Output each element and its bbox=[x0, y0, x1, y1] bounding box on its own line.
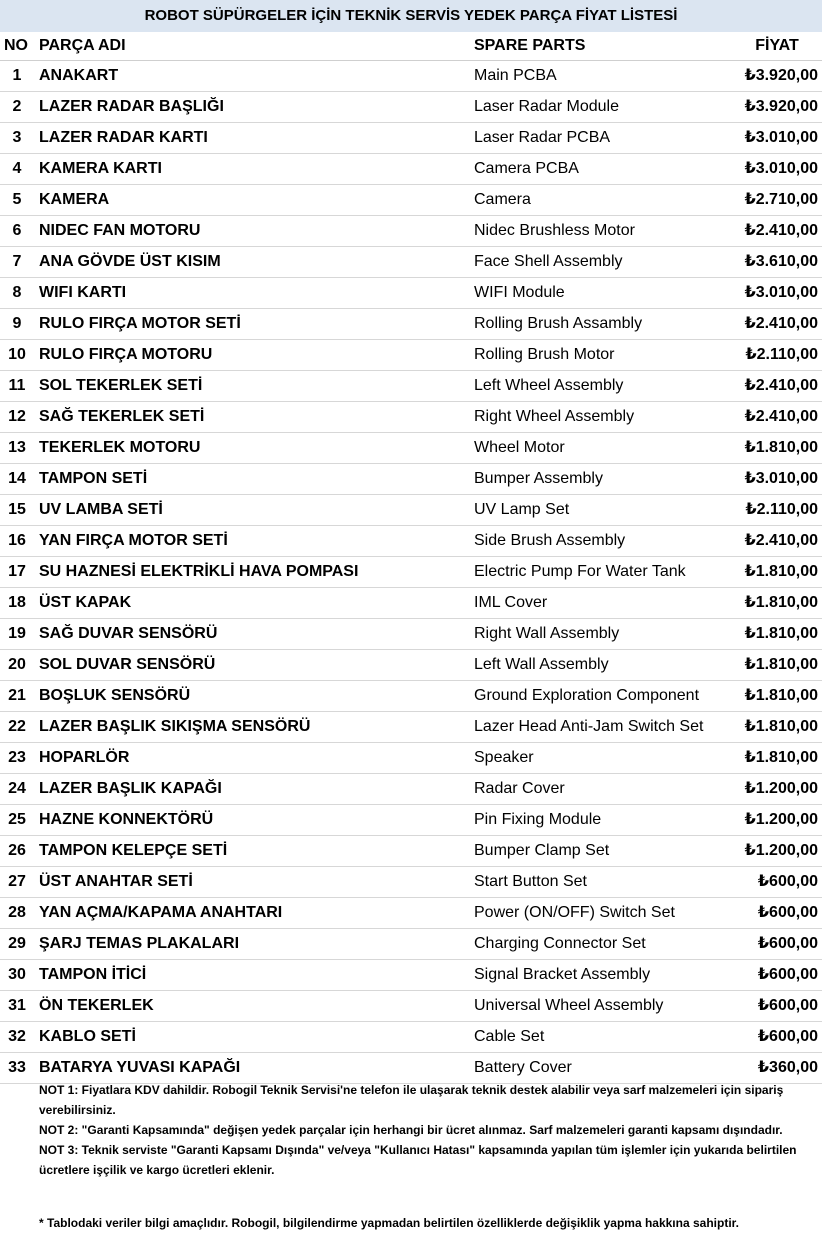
spare-part-name: Rolling Brush Motor bbox=[474, 346, 615, 363]
row-number: 10 bbox=[8, 346, 26, 363]
part-price: ₺1.200,00 bbox=[744, 811, 818, 828]
part-price: ₺2.710,00 bbox=[744, 191, 818, 208]
spare-part-name: Power (ON/OFF) Switch Set bbox=[474, 904, 675, 921]
table-row bbox=[0, 61, 822, 92]
row-number: 3 bbox=[12, 129, 22, 146]
part-price: ₺600,00 bbox=[757, 966, 818, 983]
part-name: TAMPON KELEPÇE SETİ bbox=[39, 842, 228, 859]
part-name: HOPARLÖR bbox=[39, 749, 130, 766]
spare-part-name: Bumper Assembly bbox=[474, 470, 603, 487]
table-row bbox=[0, 588, 822, 619]
part-name: ÜST KAPAK bbox=[39, 594, 132, 611]
part-name: LAZER RADAR KARTI bbox=[39, 129, 208, 146]
part-name: HAZNE KONNEKTÖRÜ bbox=[39, 811, 214, 828]
spare-part-name: Bumper Clamp Set bbox=[474, 842, 610, 859]
row-number: 11 bbox=[8, 377, 26, 394]
part-price: ₺3.010,00 bbox=[744, 470, 818, 487]
part-price: ₺1.200,00 bbox=[744, 842, 818, 859]
row-number: 4 bbox=[12, 160, 22, 177]
part-price: ₺1.810,00 bbox=[744, 594, 818, 611]
row-number: 13 bbox=[8, 439, 26, 456]
row-number: 12 bbox=[8, 408, 26, 425]
part-price: ₺600,00 bbox=[757, 873, 818, 890]
spare-part-name: Ground Exploration Component bbox=[474, 687, 700, 704]
header-spare-parts: SPARE PARTS bbox=[474, 37, 586, 54]
table-row bbox=[0, 743, 822, 774]
note-1: NOT 1: Fiyatlara KDV dahildir. Robogil Teknik Servisi'ne telefon ile ulaşarak teknik destek alabilir veya sarf malzemeleri için sipariş verebilirsiniz. bbox=[39, 1083, 784, 1117]
part-price: ₺600,00 bbox=[757, 1028, 818, 1045]
part-price: ₺3.010,00 bbox=[744, 129, 818, 146]
row-number: 24 bbox=[8, 780, 26, 797]
table-row bbox=[0, 681, 822, 712]
part-name: NIDEC FAN MOTORU bbox=[39, 222, 201, 239]
row-number: 30 bbox=[8, 966, 26, 983]
part-name: ANA GÖVDE ÜST KISIM bbox=[39, 253, 221, 270]
spare-part-name: Right Wall Assembly bbox=[474, 625, 620, 642]
table-row bbox=[0, 1022, 822, 1053]
table-row bbox=[0, 154, 822, 185]
table-header bbox=[0, 32, 822, 61]
spare-part-name: Wheel Motor bbox=[474, 439, 565, 456]
row-number: 22 bbox=[8, 718, 26, 735]
row-number: 33 bbox=[8, 1059, 26, 1076]
part-name: LAZER BAŞLIK KAPAĞI bbox=[39, 780, 222, 797]
spare-part-name: Laser Radar Module bbox=[474, 98, 619, 115]
part-name: RULO FIRÇA MOTOR SETİ bbox=[39, 315, 241, 332]
spare-part-name: Camera bbox=[474, 191, 531, 208]
table-row bbox=[0, 402, 822, 433]
spare-part-name: Charging Connector Set bbox=[474, 935, 646, 952]
table-row bbox=[0, 92, 822, 123]
part-price: ₺2.110,00 bbox=[745, 346, 818, 363]
part-price: ₺600,00 bbox=[757, 935, 818, 952]
part-price: ₺1.810,00 bbox=[744, 439, 818, 456]
part-price: ₺3.610,00 bbox=[744, 253, 818, 270]
table-row bbox=[0, 278, 822, 309]
spare-part-name: Electric Pump For Water Tank bbox=[474, 563, 686, 580]
spare-part-name: Start Button Set bbox=[474, 873, 587, 890]
table-row bbox=[0, 526, 822, 557]
spare-part-name: Right Wheel Assembly bbox=[474, 408, 635, 425]
price-list-title: ROBOT SÜPÜRGELER İÇİN TEKNİK SERVİS YEDEK PARÇA FİYAT LİSTESİ bbox=[0, 0, 822, 32]
part-name: TAMPON SETİ bbox=[39, 470, 148, 487]
spare-part-name: Left Wheel Assembly bbox=[474, 377, 624, 394]
row-number: 5 bbox=[12, 191, 22, 208]
part-price: ₺1.810,00 bbox=[744, 687, 818, 704]
table-row bbox=[0, 836, 822, 867]
table-row bbox=[0, 464, 822, 495]
spare-part-name: Left Wall Assembly bbox=[474, 656, 609, 673]
price-table-body bbox=[0, 61, 822, 1084]
note-2: NOT 2: "Garanti Kapsamında" değişen yedek parçalar için herhangi bir ücret alınmaz. Sarf malzemeleri garanti kapsamı dışındadır. bbox=[39, 1123, 783, 1137]
part-price: ₺2.410,00 bbox=[744, 532, 818, 549]
spare-part-name: Pin Fixing Module bbox=[474, 811, 602, 828]
part-name: LAZER RADAR BAŞLIĞI bbox=[39, 98, 224, 115]
part-price: ₺2.110,00 bbox=[745, 501, 818, 518]
part-price: ₺360,00 bbox=[757, 1059, 818, 1076]
row-number: 28 bbox=[8, 904, 26, 921]
row-number: 27 bbox=[8, 873, 26, 890]
part-name: BATARYA YUVASI KAPAĞI bbox=[39, 1059, 241, 1076]
row-number: 6 bbox=[12, 222, 22, 239]
row-number: 17 bbox=[8, 563, 26, 580]
part-name: KAMERA KARTI bbox=[39, 160, 162, 177]
note-3: NOT 3: Teknik serviste "Garanti Kapsamı Dışında" ve/veya "Kullanıcı Hatası" kapsamında yapılan tüm işlemler için yukarıda belirtilen ücretlere işçilik ve kargo ücretleri eklenir. bbox=[39, 1143, 797, 1177]
spare-part-name: Cable Set bbox=[474, 1028, 545, 1045]
spare-part-name: Signal Bracket Assembly bbox=[474, 966, 651, 983]
header-price: FİYAT bbox=[755, 37, 799, 54]
part-name: TEKERLEK MOTORU bbox=[39, 439, 201, 456]
part-name: SOL TEKERLEK SETİ bbox=[39, 377, 203, 394]
row-number: 2 bbox=[12, 98, 22, 115]
table-row bbox=[0, 371, 822, 402]
spare-part-name: Nidec Brushless Motor bbox=[474, 222, 635, 239]
row-number: 8 bbox=[12, 284, 22, 301]
part-name: TAMPON İTİCİ bbox=[39, 966, 147, 983]
part-name: KAMERA bbox=[39, 191, 110, 208]
part-price: ₺3.920,00 bbox=[744, 98, 818, 115]
table-row bbox=[0, 991, 822, 1022]
table-row bbox=[0, 960, 822, 991]
part-name: SAĞ TEKERLEK SETİ bbox=[39, 408, 205, 425]
part-name: YAN FIRÇA MOTOR SETİ bbox=[39, 532, 228, 549]
part-name: YAN AÇMA/KAPAMA ANAHTARI bbox=[39, 904, 283, 921]
row-number: 1 bbox=[12, 67, 22, 84]
row-number: 32 bbox=[8, 1028, 26, 1045]
row-number: 21 bbox=[8, 687, 26, 704]
part-price: ₺2.410,00 bbox=[744, 408, 818, 425]
row-number: 15 bbox=[8, 501, 26, 518]
table-row bbox=[0, 495, 822, 526]
part-price: ₺1.200,00 bbox=[744, 780, 818, 797]
spare-part-name: Face Shell Assembly bbox=[474, 253, 623, 270]
table-row bbox=[0, 247, 822, 278]
spare-part-name: Lazer Head Anti-Jam Switch Set bbox=[474, 718, 704, 735]
spare-part-name: Camera PCBA bbox=[474, 160, 579, 177]
table-row bbox=[0, 216, 822, 247]
row-number: 26 bbox=[8, 842, 26, 859]
spare-part-name: WIFI Module bbox=[474, 284, 565, 301]
notes-section bbox=[39, 1080, 809, 1180]
part-name: ÜST ANAHTAR SETİ bbox=[39, 873, 193, 890]
part-name: LAZER BAŞLIK SIKIŞMA SENSÖRÜ bbox=[39, 718, 311, 735]
row-number: 19 bbox=[8, 625, 26, 642]
row-number: 14 bbox=[8, 470, 26, 487]
spare-part-name: UV Lamp Set bbox=[474, 501, 570, 518]
part-price: ₺1.810,00 bbox=[744, 656, 818, 673]
header-part-name: PARÇA ADI bbox=[39, 37, 126, 54]
spare-part-name: Universal Wheel Assembly bbox=[474, 997, 664, 1014]
table-row bbox=[0, 123, 822, 154]
table-row bbox=[0, 340, 822, 371]
part-name: RULO FIRÇA MOTORU bbox=[39, 346, 213, 363]
spare-part-name: Laser Radar PCBA bbox=[474, 129, 611, 146]
part-price: ₺3.010,00 bbox=[744, 284, 818, 301]
part-price: ₺2.410,00 bbox=[744, 315, 818, 332]
disclaimer-text: * Tablodaki veriler bilgi amaçlıdır. Robogil, bilgilendirme yapmadan belirtilen özelliklerde değişiklik yapma hakkına sahiptir. bbox=[39, 1216, 739, 1230]
table-row bbox=[0, 929, 822, 960]
row-number: 18 bbox=[8, 594, 26, 611]
part-name: SAĞ DUVAR SENSÖRÜ bbox=[39, 625, 218, 642]
part-price: ₺3.920,00 bbox=[744, 67, 818, 84]
part-price: ₺1.810,00 bbox=[744, 718, 818, 735]
part-price: ₺3.010,00 bbox=[744, 160, 818, 177]
spare-part-name: Radar Cover bbox=[474, 780, 565, 797]
spare-part-name: IML Cover bbox=[474, 594, 548, 611]
part-name: SOL DUVAR SENSÖRÜ bbox=[39, 656, 216, 673]
part-name: UV LAMBA SETİ bbox=[39, 501, 163, 518]
part-price: ₺2.410,00 bbox=[744, 377, 818, 394]
row-number: 25 bbox=[8, 811, 26, 828]
part-price: ₺600,00 bbox=[757, 904, 818, 921]
part-name: BOŞLUK SENSÖRÜ bbox=[39, 687, 191, 704]
spare-part-name: Battery Cover bbox=[474, 1059, 572, 1076]
part-name: WIFI KARTI bbox=[39, 284, 127, 301]
row-number: 16 bbox=[8, 532, 26, 549]
table-row bbox=[0, 309, 822, 340]
part-price: ₺2.410,00 bbox=[744, 222, 818, 239]
part-name: ŞARJ TEMAS PLAKALARI bbox=[39, 935, 240, 952]
part-name: ÖN TEKERLEK bbox=[39, 997, 154, 1014]
part-price: ₺1.810,00 bbox=[744, 625, 818, 642]
table-row bbox=[0, 774, 822, 805]
spare-part-name: Main PCBA bbox=[474, 67, 557, 84]
row-number: 9 bbox=[12, 315, 22, 332]
row-number: 31 bbox=[8, 997, 26, 1014]
part-price: ₺1.810,00 bbox=[744, 749, 818, 766]
row-number: 20 bbox=[8, 656, 26, 673]
part-name: ANAKART bbox=[39, 67, 119, 84]
row-number: 29 bbox=[8, 935, 26, 952]
table-row bbox=[0, 433, 822, 464]
table-row bbox=[0, 650, 822, 681]
spare-part-name: Rolling Brush Assambly bbox=[474, 315, 643, 332]
table-row bbox=[0, 712, 822, 743]
table-row bbox=[0, 805, 822, 836]
table-row bbox=[0, 867, 822, 898]
row-number: 7 bbox=[12, 253, 22, 270]
part-name: KABLO SETİ bbox=[39, 1028, 136, 1045]
part-price: ₺1.810,00 bbox=[744, 563, 818, 580]
table-row bbox=[0, 185, 822, 216]
spare-part-name: Speaker bbox=[474, 749, 534, 766]
part-price: ₺600,00 bbox=[757, 997, 818, 1014]
table-row bbox=[0, 557, 822, 588]
row-number: 23 bbox=[8, 749, 26, 766]
part-name: SU HAZNESİ ELEKTRİKLİ HAVA POMPASI bbox=[39, 563, 359, 580]
header-no: NO bbox=[4, 37, 28, 54]
table-row bbox=[0, 898, 822, 929]
spare-part-name: Side Brush Assembly bbox=[474, 532, 626, 549]
table-row bbox=[0, 619, 822, 650]
